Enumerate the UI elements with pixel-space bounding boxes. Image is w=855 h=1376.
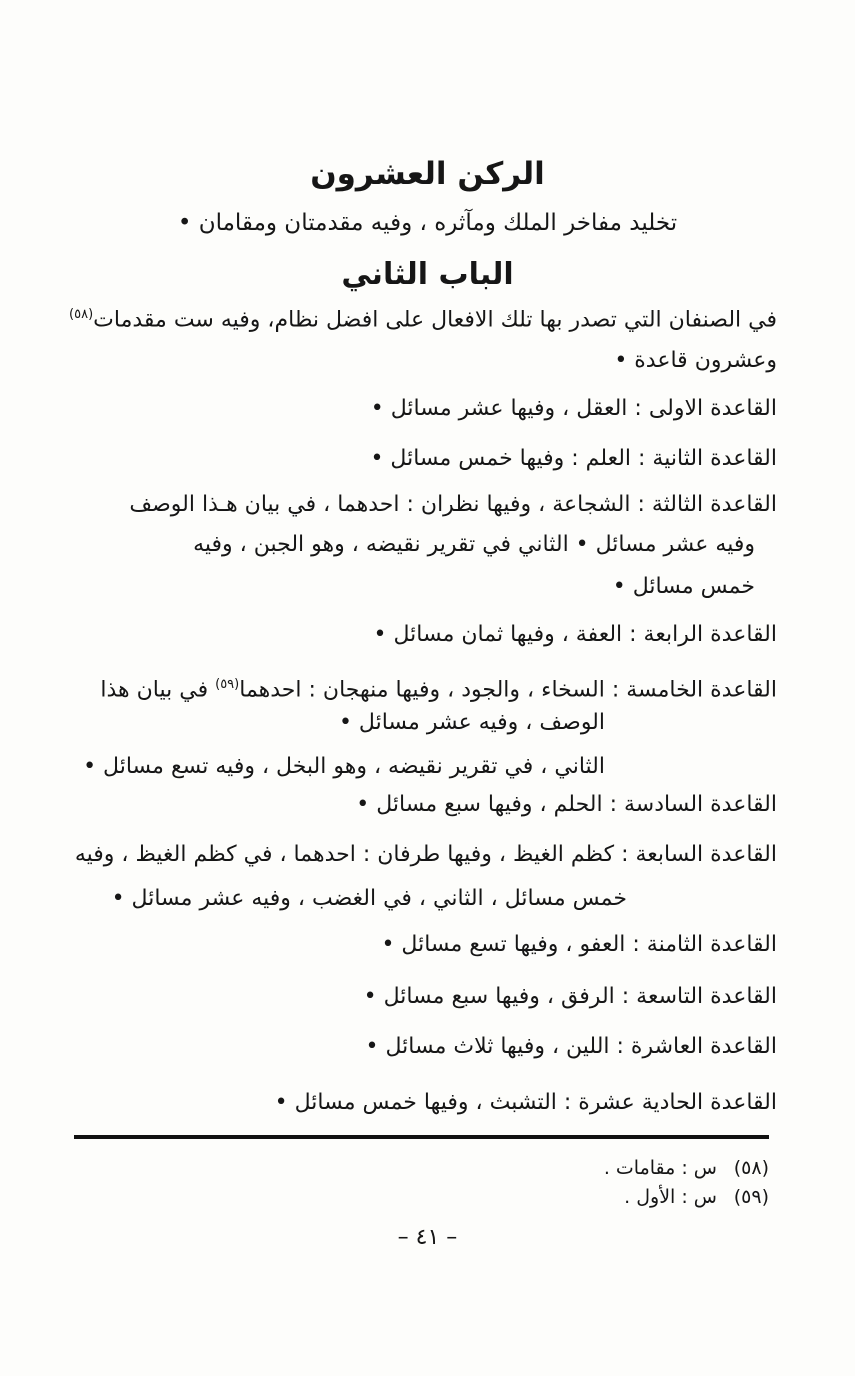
footnote-ref-59: (٥٩) — [215, 677, 240, 692]
footnote-ref-58: (٥٨) — [69, 307, 94, 322]
footnote-number: (٥٨) — [733, 1157, 769, 1179]
footnote-58 — [604, 1157, 769, 1179]
rule-7-cont: خمس مسائل ، الثاني ، في الغضب ، وفيه عشر مسائل • — [111, 886, 627, 911]
footnote-text: س : مقامات . — [603, 1157, 717, 1179]
rule-10: القاعدة العاشرة : اللين ، وفيها ثلاث مسائل • — [365, 1034, 777, 1059]
footnote-text: س : الأول . — [624, 1186, 717, 1208]
rule-5-cont-1: الوصف ، وفيه عشر مسائل • — [338, 710, 605, 735]
rule-4: القاعدة الرابعة : العفة ، وفيها ثمان مسائل • — [373, 622, 777, 647]
section-title: الركن العشرون — [310, 156, 545, 192]
rule-2: القاعدة الثانية : العلم : وفيها خمس مسائل • — [370, 446, 777, 471]
intro-line-2: وعشرون قاعدة • — [614, 348, 777, 373]
intro-text: في الصنفان التي تصدر بها تلك الافعال على افضل نظام، وفيه ست مقدمات — [93, 307, 777, 333]
rule-5-text-end: في بيان هذا — [100, 677, 209, 703]
rule-7: القاعدة السابعة : كظم الغيظ ، وفيها طرفان : احدهما ، في كظم الغيظ ، وفيه — [74, 842, 777, 867]
footnote-59 — [624, 1186, 769, 1208]
rule-3: القاعدة الثالثة : الشجاعة ، وفيها نظران : احدهما ، في بيان هـذا الوصف — [129, 492, 777, 517]
rule-9: القاعدة التاسعة : الرفق ، وفيها سبع مسائل • — [363, 984, 777, 1009]
rule-1: القاعدة الاولى : العقل ، وفيها عشر مسائل • — [370, 396, 777, 421]
footnote-number: (٥٩) — [733, 1186, 769, 1208]
chapter-heading: الباب الثاني — [341, 257, 514, 292]
intro-line-1 — [69, 300, 777, 335]
rule-6: القاعدة السادسة : الحلم ، وفيها سبع مسائل • — [356, 792, 777, 817]
rule-3-cont-2: خمس مسائل • — [612, 574, 755, 599]
rule-11: القاعدة الحادية عشرة : التشبث ، وفيها خمس مسائل • — [274, 1090, 777, 1115]
rule-5-text: القاعدة الخامسة : السخاء ، والجود ، وفيها منهجان : احدهما — [239, 677, 777, 703]
footnote-divider — [74, 1135, 769, 1139]
rule-3-cont-1: وفيه عشر مسائل • الثاني في تقرير نقيضه ، وهو الجبن ، وفيه — [193, 532, 755, 557]
rule-8: القاعدة الثامنة : العفو ، وفيها تسع مسائل • — [381, 932, 777, 957]
page-number: – ٤١ – — [397, 1225, 458, 1250]
rule-5-cont-2: الثاني ، في تقرير نقيضه ، وهو البخل ، وفيه تسع مسائل • — [83, 754, 605, 779]
rule-5 — [100, 670, 777, 705]
section-subtitle: تخليد مفاخر الملك ومآثره ، وفيه مقدمتان ومقامان • — [177, 210, 678, 236]
